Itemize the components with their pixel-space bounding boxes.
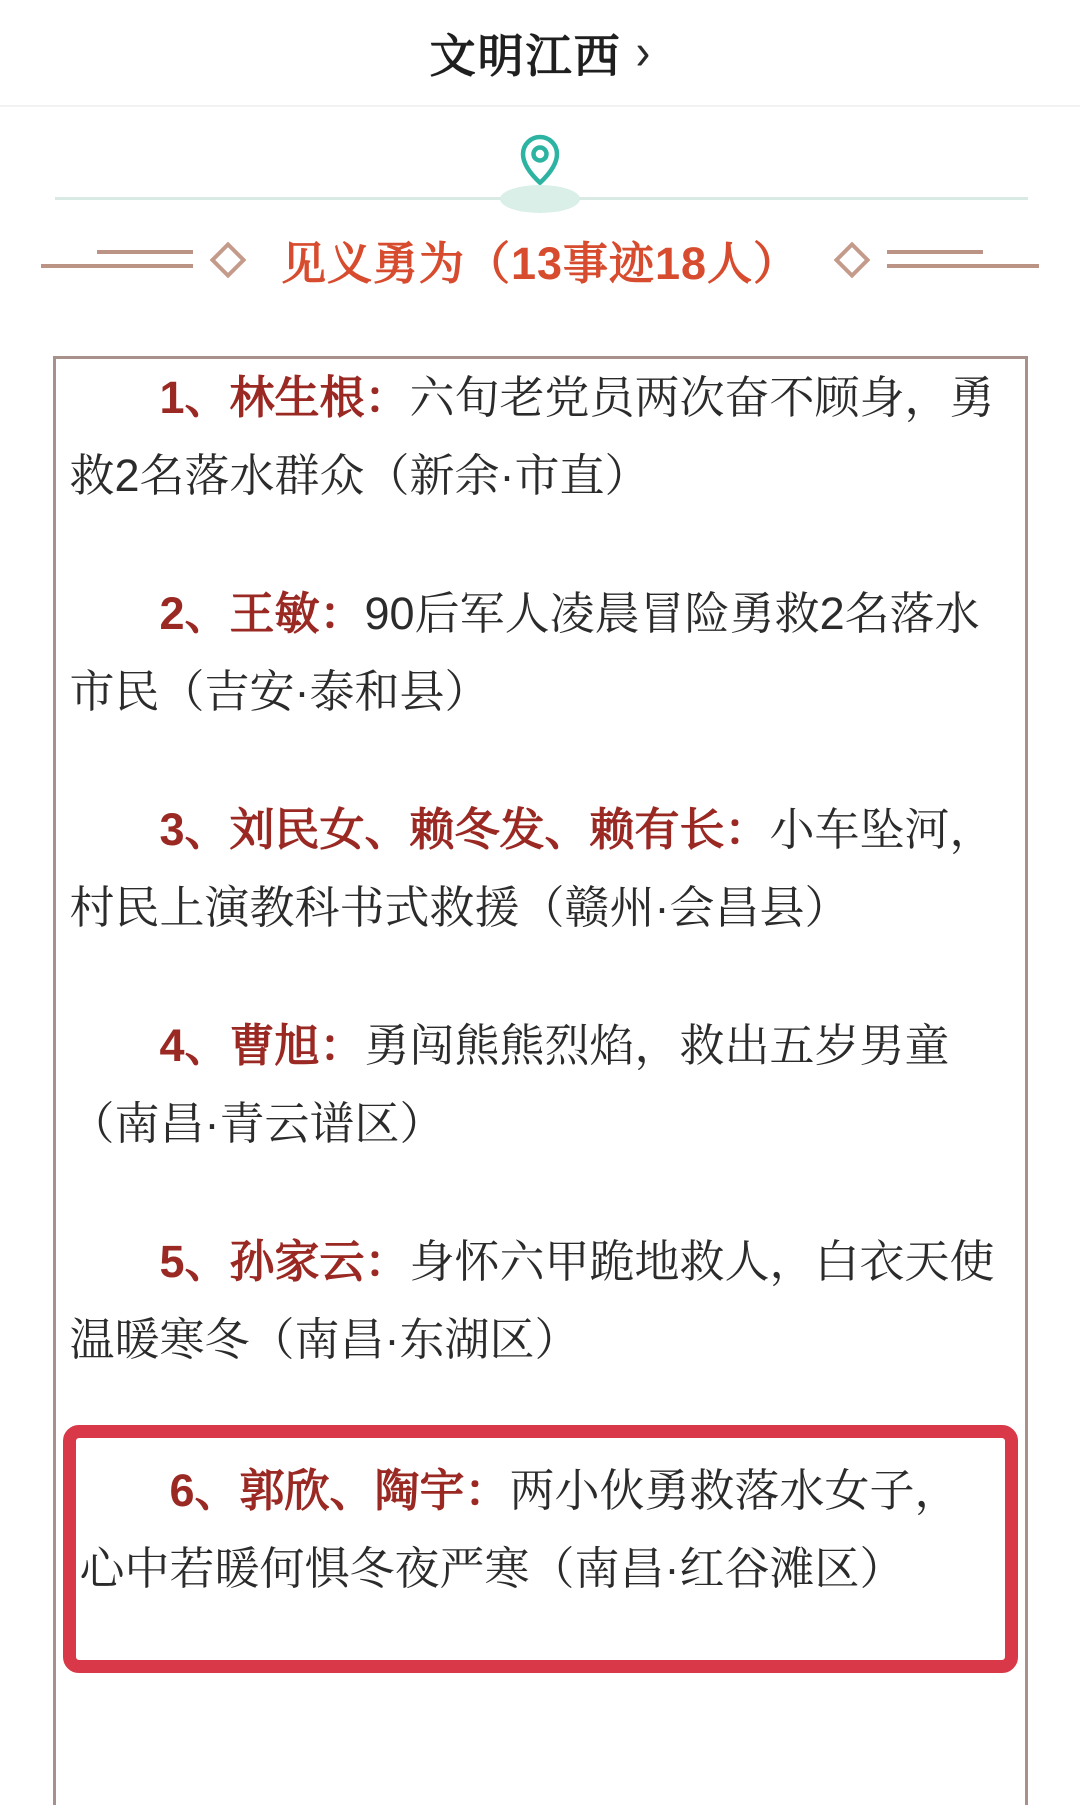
ornament-right [887, 247, 1039, 273]
item-desc: 六旬老党员两次奋不顾身，勇救2名落水群众（新余·市直） [69, 372, 995, 501]
item-name: 4、曹旭： [159, 1020, 365, 1071]
diamond-icon [834, 241, 871, 278]
list-item [70, 1223, 1011, 1379]
list-item [70, 575, 1011, 731]
section-title: 见义勇为（13事迹18人） [280, 238, 800, 289]
deeds-list-box [53, 356, 1028, 1805]
section-header [0, 227, 1080, 292]
item-name: 3、刘民女、赖冬发、赖有长： [159, 804, 770, 855]
list-item [70, 359, 1011, 515]
list-item [70, 1007, 1011, 1163]
diamond-icon [210, 241, 247, 278]
item-name: 2、王敏： [159, 588, 365, 639]
item-name: 1、林生根： [159, 372, 410, 423]
list-item [70, 791, 1011, 947]
item-desc: 90后军人凌晨冒险勇救2名落水市民（吉安·泰和县） [69, 588, 980, 717]
location-pin-icon [517, 133, 563, 204]
list-item-highlighted [80, 1452, 991, 1608]
item-name: 5、孙家云： [159, 1236, 410, 1287]
account-header-link[interactable] [0, 0, 1080, 107]
item-name: 6、郭欣、陶宇： [169, 1465, 510, 1516]
chevron-right-icon: › [635, 23, 651, 81]
account-name: 文明江西 [429, 29, 622, 82]
ornament-left [41, 247, 193, 273]
item-desc: 身怀六甲跪地救人，白衣天使温暖寒冬（南昌·东湖区） [69, 1236, 995, 1365]
item-desc: 小车坠河，村民上演教科书式救援（赣州·会昌县） [69, 804, 995, 933]
item-desc: 勇闯熊熊烈焰，救出五岁男童（南昌·青云谱区） [69, 1020, 950, 1149]
pin-divider-section [0, 115, 1080, 211]
highlight-box [63, 1425, 1018, 1673]
item-desc: 两小伙勇救落水女子，心中若暖何惧冬夜严寒（南昌·红谷滩区） [79, 1465, 960, 1594]
